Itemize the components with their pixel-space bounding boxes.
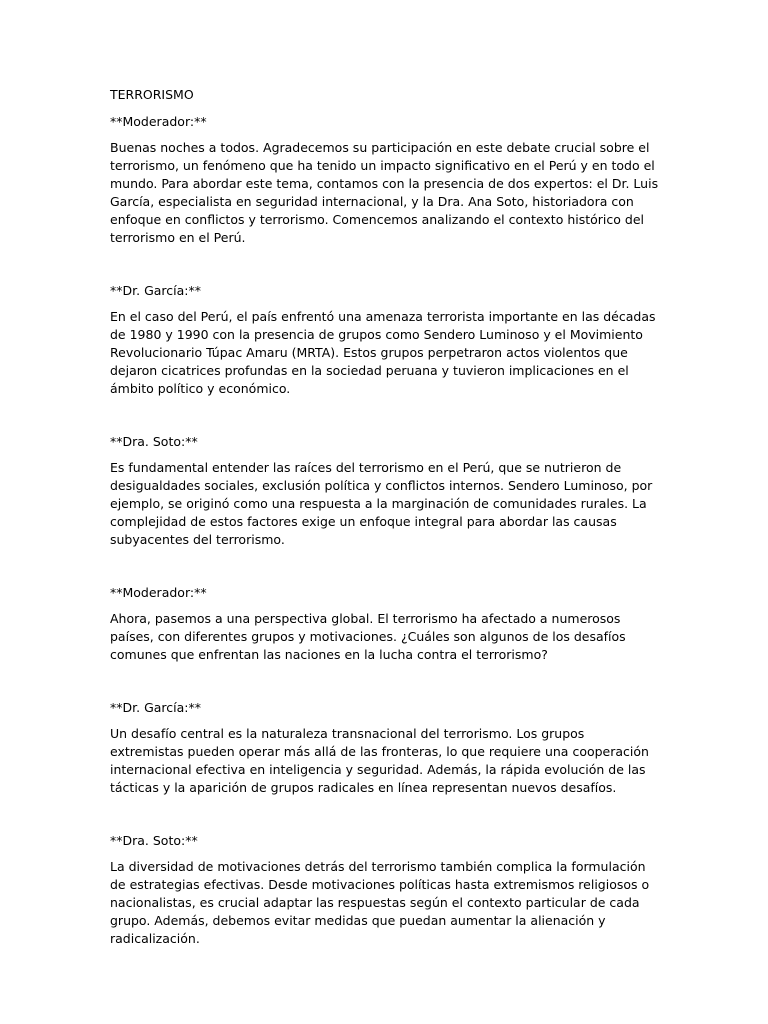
paragraph-spacer xyxy=(110,247,660,282)
section-paragraph: Buenas noches a todos. Agradecemos su participación en este debate crucial sobre el terrorismo, un fenómeno que ha tenido un impacto significativo en el Perú y en todo el mundo. Para abordar este tema, contamos con la presencia de dos expertos: el Dr. Luis García, especialista en seguridad internacional, y la Dra. Ana Soto, historiadora con enfoque en conflictos y terrorismo. Comencemos analizando el contexto histórico del terrorismo en el Perú. xyxy=(110,140,659,245)
paragraph-spacer xyxy=(110,797,660,832)
speaker-label: **Moderador:** xyxy=(110,114,207,129)
speaker-label: **Dr. García:** xyxy=(110,283,201,298)
document-title: TERRORISMO xyxy=(110,87,194,102)
section-garcia-2 xyxy=(110,699,660,797)
section-soto-2 xyxy=(110,832,660,948)
section-moderator-1 xyxy=(110,113,660,247)
speaker-label: **Dra. Soto:** xyxy=(110,434,198,449)
section-paragraph: La diversidad de motivaciones detrás del terrorismo también complica la formulación de estrategias efectivas. Desde motivaciones políticas hasta extremismos religiosos o nacionalistas, es crucial adaptar las respuestas según el contexto particular de cada grupo. Además, debemos evitar medidas que puedan aumentar la alienación y radicalización. xyxy=(110,859,650,946)
section-paragraph: Un desafío central es la naturaleza transnacional del terrorismo. Los grupos extremistas pueden operar más allá de las fronteras, lo que requiere una cooperación internacional efectiva en inteligencia y seguridad. Además, la rápida evolución de las tácticas y la aparición de grupos radicales en línea representan nuevos desafíos. xyxy=(110,726,649,795)
speaker-label: **Dra. Soto:** xyxy=(110,833,198,848)
speaker-label: **Moderador:** xyxy=(110,585,207,600)
section-paragraph: En el caso del Perú, el país enfrentó una amenaza terrorista importante en las décadas de 1980 y 1990 con la presencia de grupos como Sendero Luminoso y el Movimiento Revolucionario Túpac Amaru (MRTA). Estos grupos perpetraron actos violentos que dejaron cicatrices profundas en la sociedad peruana y tuvieron implicaciones en el ámbito político y económico. xyxy=(110,309,656,396)
section-soto-1 xyxy=(110,433,660,549)
paragraph-spacer xyxy=(110,664,660,699)
document-page xyxy=(110,86,660,948)
section-garcia-1 xyxy=(110,282,660,398)
section-paragraph: Es fundamental entender las raíces del terrorismo en el Perú, que se nutrieron de desigualdades sociales, exclusión política y conflictos internos. Sendero Luminoso, por ejemplo, se originó como una respuesta a la marginación de comunidades rurales. La complejidad de estos factores exige un enfoque integral para abordar las causas subyacentes del terrorismo. xyxy=(110,460,653,547)
section-paragraph: Ahora, pasemos a una perspectiva global. El terrorismo ha afectado a numerosos países, con diferentes grupos y motivaciones. ¿Cuáles son algunos de los desafíos comunes que enfrentan las naciones en la lucha contra el terrorismo? xyxy=(110,611,626,662)
section-moderator-2 xyxy=(110,584,660,664)
paragraph-spacer xyxy=(110,549,660,584)
speaker-label: **Dr. García:** xyxy=(110,700,201,715)
paragraph-spacer xyxy=(110,398,660,433)
